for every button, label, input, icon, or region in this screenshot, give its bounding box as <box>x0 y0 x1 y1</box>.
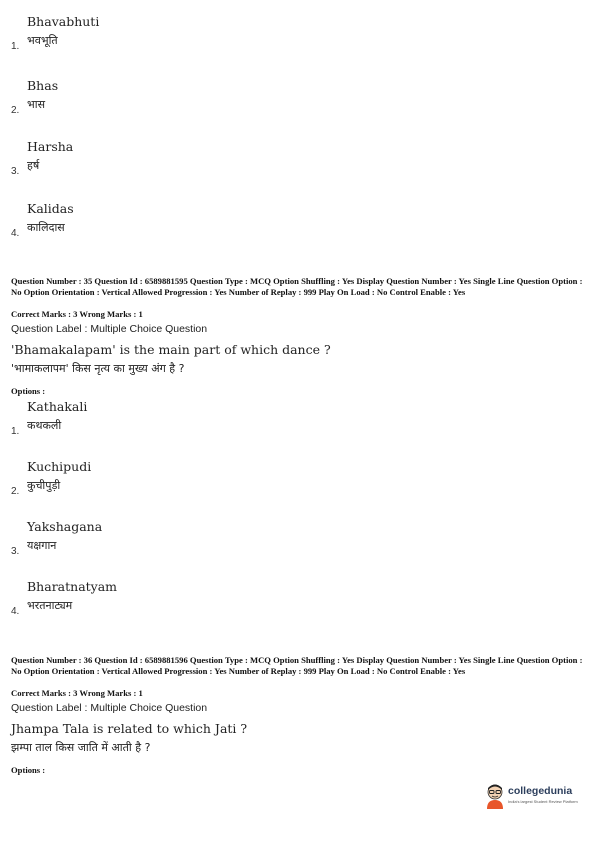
logo-tagline: India's largest Student Review Platform <box>508 799 578 804</box>
option-number: 1. <box>11 41 20 52</box>
option-text-en: Bhas <box>27 78 59 93</box>
q34-option-4[interactable] <box>0 201 320 261</box>
option-text-en: Yakshagana <box>27 519 103 534</box>
q35-option-3[interactable] <box>0 519 320 579</box>
option-text-hi: हर्ष <box>27 159 40 172</box>
option-text-hi: कुचीपुड़ी <box>27 479 61 492</box>
option-number: 2. <box>11 105 20 116</box>
option-text-en: Kalidas <box>27 201 74 216</box>
student-avatar-icon <box>484 782 506 810</box>
option-text-hi: कथकली <box>27 419 62 432</box>
q35-question-label: Question Label : Multiple Choice Question <box>11 323 208 335</box>
option-number: 3. <box>11 166 20 177</box>
q35-question-en: 'Bhamakalapam' is the main part of which dance ? <box>11 342 331 357</box>
option-text-en: Harsha <box>27 139 74 154</box>
q36-question-label: Question Label : Multiple Choice Question <box>11 702 208 714</box>
q35-question-hi: 'भामाकलापम' किस नृत्य का मुख्य अंग है ? <box>11 362 185 375</box>
option-text-hi: भवभूति <box>27 34 58 47</box>
q35-marks: Correct Marks : 3 Wrong Marks : 1 <box>11 309 143 319</box>
q35-options-label: Options : <box>11 386 46 396</box>
q35-option-2[interactable] <box>0 459 320 519</box>
q34-option-2[interactable] <box>0 78 320 138</box>
q34-option-3[interactable] <box>0 139 320 199</box>
q35-meta: Question Number : 35 Question Id : 6589881595 Question Type : MCQ Option Shuffling : Yes Display Question Number : Yes Single Line Question Option : No Option Orientation : Vertical Allowed Progression : Yes Number of Replay : 999 Play On Load : No Control Enable : Yes <box>11 276 583 297</box>
option-number: 4. <box>11 228 20 239</box>
option-number: 1. <box>11 426 20 437</box>
option-number: 4. <box>11 606 20 617</box>
q36-meta: Question Number : 36 Question Id : 6589881596 Question Type : MCQ Option Shuffling : Yes Display Question Number : Yes Single Line Question Option : No Option Orientation : Vertical Allowed Progression : Yes Number of Replay : 999 Play On Load : No Control Enable : Yes <box>11 655 583 676</box>
option-text-hi: यक्षगान <box>27 539 57 552</box>
logo-text: collegedunia <box>508 785 573 797</box>
option-text-hi: कालिदास <box>27 221 65 234</box>
q34-option-1[interactable] <box>0 14 320 74</box>
q35-option-4[interactable] <box>0 579 320 639</box>
q36-question-en: Jhampa Tala is related to which Jati ? <box>11 721 248 736</box>
option-text-en: Bhavabhuti <box>27 14 100 29</box>
option-text-hi: भरतनाट्यम <box>27 599 73 612</box>
q36-question-hi: झम्पा ताल किस जाति में आती है ? <box>11 741 151 754</box>
collegedunia-watermark <box>484 782 584 812</box>
option-text-en: Bharatnatyam <box>27 579 118 594</box>
option-text-hi: भास <box>27 98 46 111</box>
option-number: 3. <box>11 546 20 557</box>
option-number: 2. <box>11 486 20 497</box>
q35-option-1[interactable] <box>0 399 320 459</box>
q36-marks: Correct Marks : 3 Wrong Marks : 1 <box>11 688 143 698</box>
q36-options-label: Options : <box>11 765 46 775</box>
option-text-en: Kathakali <box>27 399 88 414</box>
option-text-en: Kuchipudi <box>27 459 92 474</box>
